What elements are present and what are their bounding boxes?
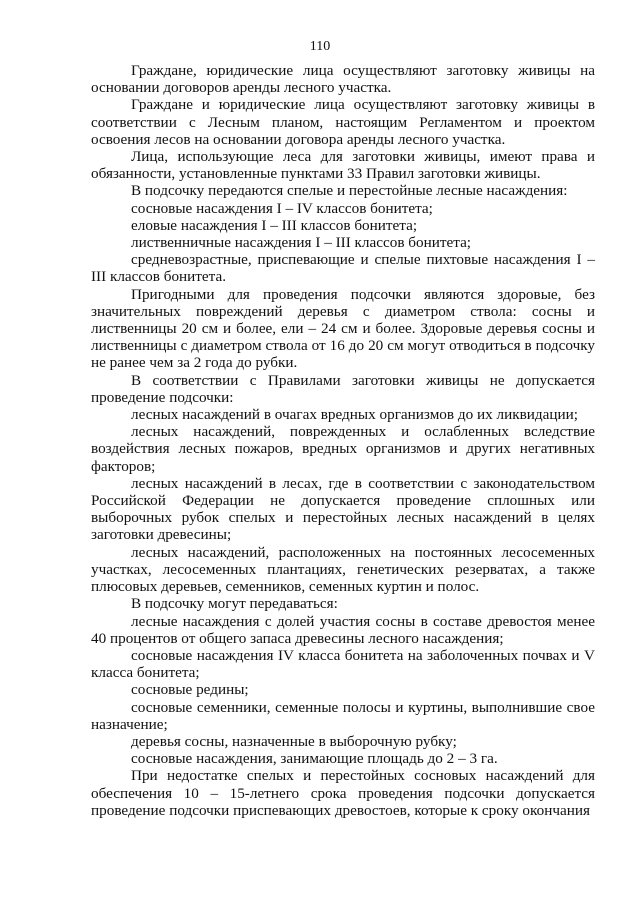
- paragraph: В подсочку передаются спелые и перестойные лесные насаждения:: [131, 182, 568, 200]
- list-item: сосновые редины;: [131, 681, 249, 699]
- paragraph: Граждане, юридические лица осуществляют заготовку живицы на основании договоров аренды лесного участка.: [91, 62, 595, 97]
- list-item: сосновые насаждения, занимающие площадь до 2 – 3 га.: [131, 750, 498, 768]
- list-item: лесных насаждений, поврежденных и ослабленных вследствие воздействия лесных пожаров, вредных организмов и других негативных факторов;: [91, 423, 595, 475]
- paragraph: В подсочку могут передаваться:: [131, 595, 338, 613]
- paragraph: При недостатке спелых и перестойных сосновых насаждений для обеспечения 10 – 15-летнего срока проведения подсочки допускается проведение подсочки приспевающих древостоев, которые к сроку окончания: [91, 767, 595, 819]
- paragraph: Пригодными для проведения подсочки являются здоровые, без значительных повреждений деревья с диаметром ствола: сосны и лиственницы 20 см и более, ели – 24 см и более. Здоровые деревья сосны и лиственницы с диаметром ствола от 16 до 20 см могут отводиться в подсочку не ранее чем за 2 года до рубки.: [91, 285, 595, 372]
- paragraph: Граждане и юридические лица осуществляют заготовку живицы в соответствии с Лесным планом, настоящим Регламентом и проектом освоения лесов на основании договора аренды лесного участка.: [91, 96, 595, 148]
- list-item: сосновые насаждения I – IV классов бонитета;: [131, 199, 433, 217]
- list-item: еловые насаждения I – III классов бонитета;: [131, 216, 418, 234]
- list-item: средневозрастные, приспевающие и спелые пихтовые насаждения I – III классов бонитета.: [91, 251, 595, 286]
- paragraph: Лица, использующие леса для заготовки живицы, имеют права и обязанности, установленные пунктами 33 Правил заготовки живицы.: [91, 148, 595, 183]
- list-item: лесных насаждений в лесах, где в соответствии с законодательством Российской Федерации не допускается проведение сплошных или выборочных рубок спелых и перестойных лесных насаждений в целях заготовки древесины;: [91, 474, 595, 544]
- list-item: сосновые семенники, семенные полосы и куртины, выполнившие свое назначение;: [91, 698, 595, 733]
- list-item: деревья сосны, назначенные в выборочную рубку;: [131, 732, 457, 750]
- list-item: лиственничные насаждения I – III классов бонитета;: [131, 234, 472, 252]
- paragraph: В соответствии с Правилами заготовки живицы не допускается проведение подсочки:: [91, 371, 595, 406]
- list-item: лесные насаждения с долей участия сосны в составе древостоя менее 40 процентов от общего запаса древесины лесного насаждения;: [91, 612, 595, 647]
- page-number: 110: [309, 39, 331, 54]
- list-item: лесных насаждений в очагах вредных организмов до их ликвидации;: [131, 406, 578, 424]
- list-item: сосновые насаждения IV класса бонитета на заболоченных почвах и V класса бонитета;: [91, 646, 595, 682]
- document-body: [91, 62, 595, 819]
- list-item: лесных насаждений, расположенных на постоянных лесосеменных участках, лесосеменных плантациях, генетических резерватах, а также плюсовых деревьев, семенников, семенных куртин и полос.: [91, 543, 595, 596]
